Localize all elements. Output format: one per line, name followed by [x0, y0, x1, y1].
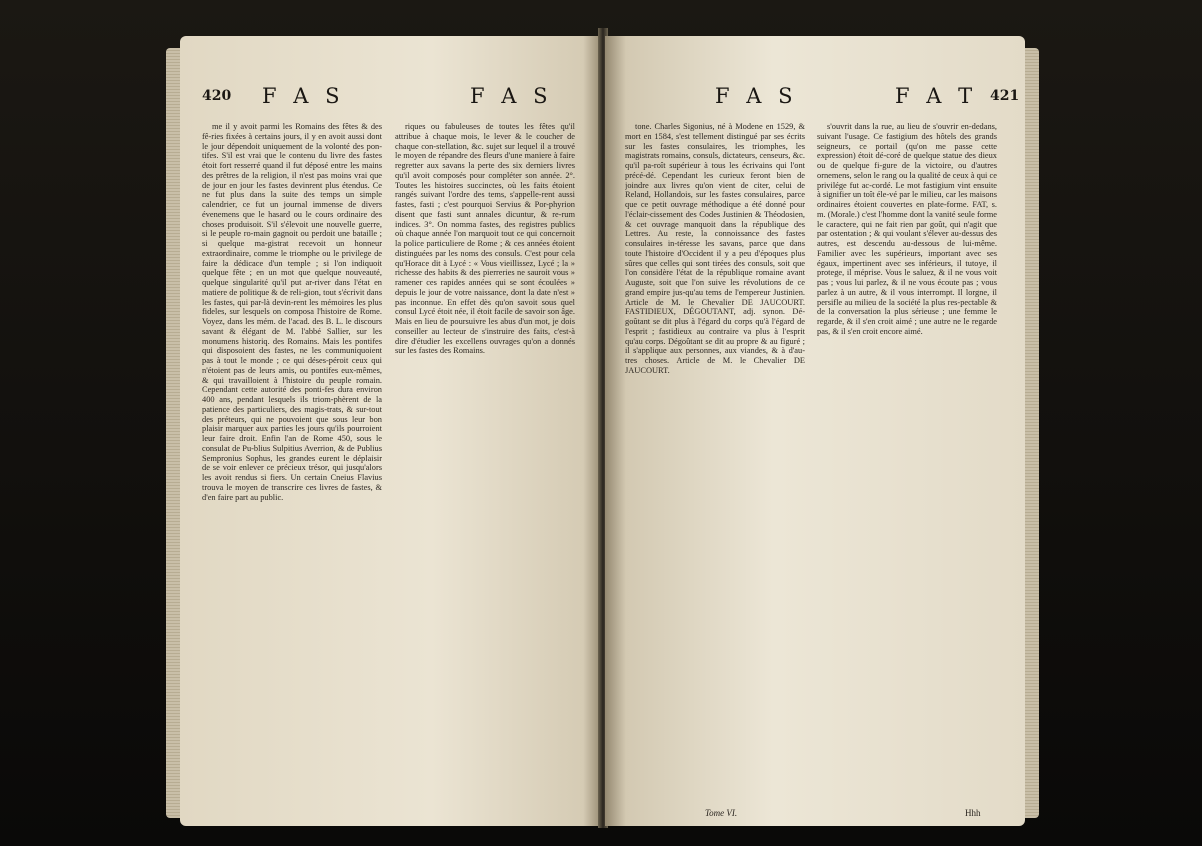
right-column-1-text: tone. Charles Sigonius, né à Modene en 1529, & mort en 1584, s'est tellement distingué par ses écrits sur les fastes consulaires, les triomphes, les magistrats romains, consuls, dictateurs, censeurs, &c. qu'il pa-roît supérieur à tous les écrivains qui l'ont précé-dé. Cependant les curieux feront bien de joindre aux livres qu'on vient de citer, celui de Reland, Hollandois, sur les fastes consulaires, parce que ce petit ouvrage méthodique a été donné pour l'éclair-cissement des Codes Justinien & Théodosien, & cet ouvrage manquoit dans la république des Lettres. Au reste, la connoissance des fastes consulaires in-téresse les savans, parce que dans toute l'histoire d'Occident il y a peu d'époques plus sûres que celles qui sont tirées des consuls, soit que l'on considère l'état de la république romaine avant Auguste, soit que l'on suive les révolutions de ce grand empire jus-qu'au tems de l'empereur Justinien. Article de M. le Chevalier DE JAUCOURT. FASTIDIEUX, DÉGOUTANT, adj. synon. Dé-goûtant se dit plus à l'égard du corps qu'à l'égard de l'esprit ; fastidieux au contraire va plus à l'esprit qu'au corps. Dégoûtant se dit au propre & au figuré ; il s'applique aux personnes, aux viandes, & à d'au-tres choses. Article de M. le Chevalier DE JAUCOURT.: [625, 122, 805, 375]
right-page-edges: [1023, 48, 1039, 818]
right-page: [605, 36, 1025, 826]
right-running-head-2: F A T: [895, 84, 978, 108]
right-column-1: [625, 122, 805, 812]
left-column-1: [202, 122, 382, 812]
signature-mark: Tome VI.: [705, 808, 738, 818]
right-column-2-text: s'ouvrit dans la rue, au lieu de s'ouvrir en-dedans, suivant l'usage. Ce fastigium des hôtels des grands seigneurs, ce portail (qu'on me passe cette expression) étoit dé-coré de quelque statue des dieux ou de quelque fi-gure de la victoire, ou d'autres ornemens, selon le rang ou la qualité de ceux à qui ce privilége fut ac-cordé. Le mot fastigium vint ensuite à signifier un toît éle-vé par le milieu, car les maisons ordinaires étoient couvertes en plate-forme. FAT, s. m. (Morale.) c'est l'homme dont la vanité seule forme le caractere, qui ne fait rien par goût, qui n'agit que par ostentation ; & qui voulant s'élever au-dessus des autres, est descendu au-dessous de lui-même. Familier avec les supérieurs, important avec ses égaux, impertinent avec ses inférieurs, il tutoye, il protege, il méprise. Vous le saluez, & il ne vous voit pas ; vous lui parlez, & il ne vous écoute pas ; vous parlez à un autre, & il vous interrompt. Il lorgne, il persifle au milieu de la société la plus res-pectable & de la conversation la plus sérieuse ; une femme le regarde, & il s'en croit aimé ; une autre ne le regarde pas, & il s'en croit encore aimé.: [817, 122, 997, 336]
catchword: Hhh: [965, 808, 981, 818]
left-column-1-text: me il y avoit parmi les Romains des fêtes & des fê-ries fixées à certains jours, il y en avoit aussi dont le jour dépendoit uniquement de la volonté des pon-tifes. S'il est vrai que le contenu du livre des fastes étoit fort resserré quand il fut déposé entre les mains des prêtres de la religion, il n'est pas moins vrai que de jour en jour les fastes devinrent plus étendus. Ce ne fut plus dans la suite des temps un simple calendrier, ce fut un journal immense de divers évenemens que le hasard ou le cours ordinaire des choses produisoit. S'il s'élevoit une nouvelle guerre, si le peuple ro-main gagnoit ou perdoit une bataille ; si quelque ma-gistrat recevoit un honneur extraordinaire, comme le triomphe ou le privilege de faire la dédicace d'un temple ; si l'on indiquoit quelque fête ; en un mot que quelque nouveauté, quelque singularité qu'il put ar-river dans l'état en matiere de politique & de reli-gion, tout s'écrivit dans les fastes, qui par-là devin-rent les mémoires les plus fideles, sur lesquels on composa l'histoire de Rome. Voyez, dans les mém. de l'acad. des B. L. le discours savant & élégant de M. l'abbé Sallier, sur les monumens historiq. des Romains. Mais les pontifes qui disposoient des fastes, ne les communiquoient pas à tout le monde ; ce qui déses-péroit ceux qui n'étoient pas de leurs amis, ou pontifes eux-mêmes, & qui travailloient à l'histoire du peuple romain. Cependant cette autorité des ponti-fes dura environ 400 ans, pendant lesquels ils triom-phèrent de la patience des particuliers, des magis-trats, & sur-tout des préteurs, qui ne pouvoient que sous leur bon plaisir marquer aux parties les jours qu'ils pourroient leur faire droit. Enfin l'an de Rome 450, sous le consulat de Pu-blius Sulpitius Averrion, & de Publius Sempronius Sophus, les grandes eurent le déplaisir de se voir enlever ce précieux trésor, qui jusqu'alors les avoit rendus si fiers. Un certain Cneius Flavius trouva le moyen de transcrire ces livres de fastes, & d'en faire part au public.: [202, 122, 382, 502]
right-column-2: [817, 122, 997, 812]
left-column-2: [395, 122, 575, 812]
book-spread: [180, 18, 1190, 833]
left-page: [180, 36, 600, 826]
left-page-number: 420: [202, 88, 232, 104]
right-running-head-1: F A S: [715, 84, 798, 108]
left-running-head-2: F A S: [470, 84, 553, 108]
right-page-number: 421: [990, 88, 1020, 104]
left-column-2-text: riques ou fabuleuses de toutes les fêtes qu'il attribue à chaque mois, le lever & le coucher de chaque con-stellation, &c. sujet sur lequel il a trouvé le moyen de répandre des fleurs d'une maniere à faire regretter aux savans la perte des six derniers livres qu'il avoit composés pour compléter son année. 2°. Toutes les histoires succinctes, où les faits étoient rangés suivant l'ordre des tems, s'appelle-rent aussi fastes, fasti ; c'est pourquoi Servius & Por-phyrion disent que fasti sunt annales dicuntur, & re-rum indices. 3°. On nomma fastes, des registres publics où chaque année l'on marquoit tout ce qui concernoit la police particuliere de Rome ; & ces années étoient distinguées par les noms des consuls. C'est pour cela qu'Horace dit à Lycé : « Vous vieillissez, Lycé ; la » richesse des habits & des pierreries ne sauroit vous » ramener ces rapides années qui se sont écoulées » depuis le jour de votre naissance, dont la date n'est » pas inconnue. En effet dès qu'on savoit sous quel consul Lycé étoit née, il étoit facile de savoir son âge. Mais en lieu de poursuivre les abus d'un mot, je dois conseiller au lecteur de s'instruire des faits, c'est-à dire d'étudier les excellens ouvrages qu'on a donnés sur les fastes des Romains.: [395, 122, 575, 356]
left-running-head-1: F A S: [262, 84, 345, 108]
